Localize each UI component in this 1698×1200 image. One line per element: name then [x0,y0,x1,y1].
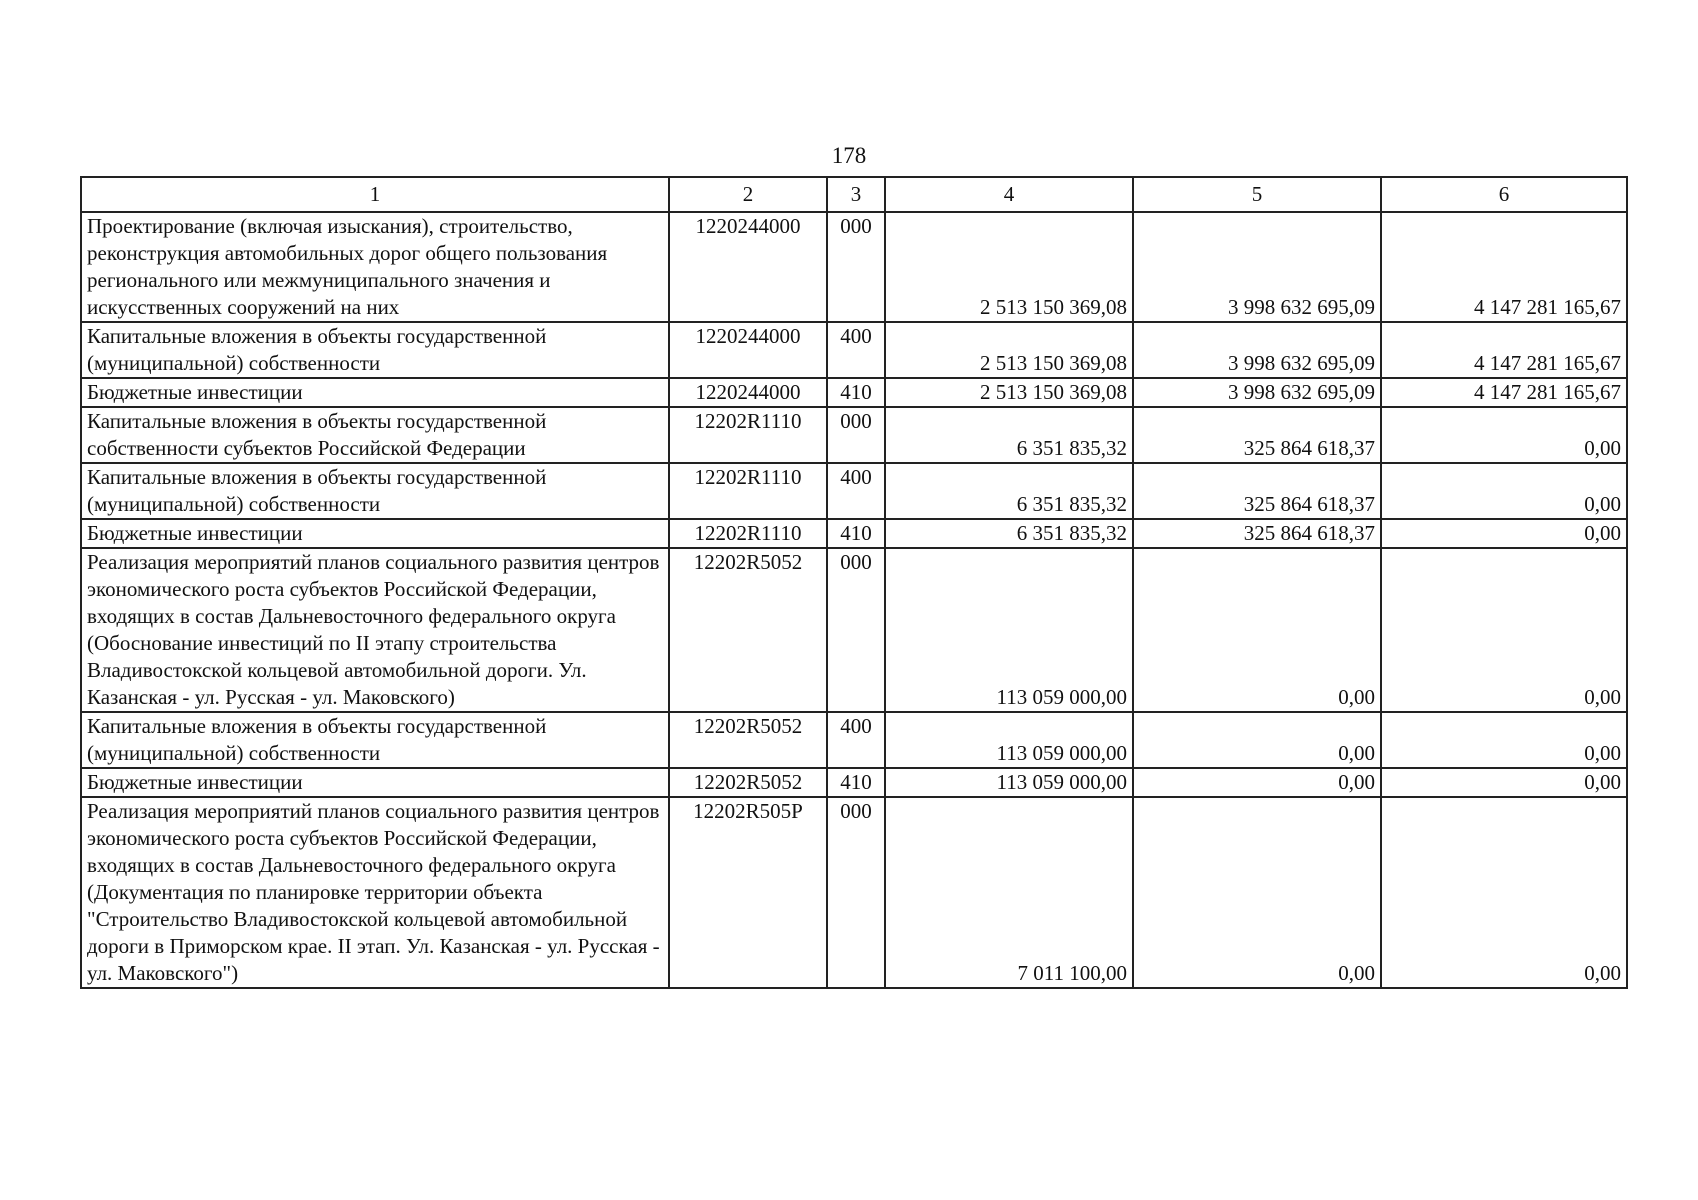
amount-col5-value: 325 864 618,37 [1243,492,1375,516]
item-name: Бюджетные инвестиции [81,519,669,548]
item-code: 1220244000 [669,212,827,322]
table-header [81,177,1627,212]
item-code: 12202R1110 [669,463,827,519]
amount-col4 [885,378,1133,407]
amount-col5 [1133,378,1381,407]
amount-col6 [1381,378,1627,407]
amount-col6 [1381,212,1627,322]
amount-col5-value: 0,00 [1338,770,1375,794]
amount-col5-value: 3 998 632 695,09 [1228,351,1375,375]
item-name: Реализация мероприятий планов социального развития центров экономического роста субъектов Российской Федерации, входящих в состав Дальневосточного федерального округа (Обоснование инвестиций по II этапу строительства Владивостокской кольцевой автомобильной дороги. Ул. Казанская - ул. Русская - ул. Маковского) [81,548,669,712]
amount-col4 [885,519,1133,548]
item-name: Бюджетные инвестиции [81,378,669,407]
amount-col6-value: 0,00 [1584,521,1621,545]
amount-col6-value: 0,00 [1584,436,1621,460]
column-header-3: 3 [827,177,885,212]
amount-col6-value: 0,00 [1584,961,1621,985]
amount-col6 [1381,519,1627,548]
amount-col5-value: 3 998 632 695,09 [1228,380,1375,404]
amount-col4 [885,463,1133,519]
header-row [81,177,1627,212]
item-name: Капитальные вложения в объекты государственной (муниципальной) собственности [81,712,669,768]
table-row [81,212,1627,322]
item-name: Капитальные вложения в объекты государственной (муниципальной) собственности [81,463,669,519]
budget-table [80,176,1628,989]
amount-col5 [1133,407,1381,463]
amount-col5-value: 0,00 [1338,741,1375,765]
amount-col5-value: 325 864 618,37 [1243,521,1375,545]
amount-col6-value: 4 147 281 165,67 [1474,295,1621,319]
item-code: 12202R1110 [669,519,827,548]
table-row [81,712,1627,768]
amount-col5 [1133,712,1381,768]
amount-col6-value: 0,00 [1584,741,1621,765]
item-type: 000 [827,212,885,322]
item-type: 400 [827,712,885,768]
amount-col5-value: 325 864 618,37 [1243,436,1375,460]
item-type: 400 [827,322,885,378]
item-type: 410 [827,378,885,407]
amount-col4-value: 113 059 000,00 [996,685,1127,709]
amount-col4 [885,322,1133,378]
item-type: 410 [827,768,885,797]
amount-col4-value: 2 513 150 369,08 [980,380,1127,404]
column-header-5: 5 [1133,177,1381,212]
item-name: Реализация мероприятий планов социального развития центров экономического роста субъектов Российской Федерации, входящих в состав Дальневосточного федерального округа (Документация по планировке территории объекта "Строительство Владивостокской кольцевой автомобильной дороги в Приморском крае. II этап. Ул. Казанская - ул. Русская - ул. Маковского") [81,797,669,988]
amount-col4 [885,712,1133,768]
table-row [81,797,1627,988]
item-name: Бюджетные инвестиции [81,768,669,797]
amount-col4-value: 6 351 835,32 [1016,521,1127,545]
item-code: 1220244000 [669,378,827,407]
amount-col6-value: 4 147 281 165,67 [1474,380,1621,404]
amount-col5 [1133,768,1381,797]
amount-col5 [1133,212,1381,322]
item-type: 410 [827,519,885,548]
amount-col4 [885,212,1133,322]
amount-col5 [1133,548,1381,712]
table-body [81,212,1627,988]
amount-col5 [1133,463,1381,519]
amount-col4 [885,407,1133,463]
table-row [81,548,1627,712]
column-header-1: 1 [81,177,669,212]
amount-col4 [885,548,1133,712]
column-header-2: 2 [669,177,827,212]
table-row [81,768,1627,797]
amount-col6-value: 0,00 [1584,770,1621,794]
item-name: Проектирование (включая изыскания), строительство, реконструкция автомобильных дорог общего пользования регионального или межмуниципального значения и искусственных сооружений на них [81,212,669,322]
column-header-4: 4 [885,177,1133,212]
page-number: 178 [831,143,867,168]
item-type: 000 [827,797,885,988]
item-name: Капитальные вложения в объекты государственной собственности субъектов Российской Федерации [81,407,669,463]
item-code: 12202R1110 [669,407,827,463]
table-row [81,463,1627,519]
item-name: Капитальные вложения в объекты государственной (муниципальной) собственности [81,322,669,378]
amount-col5-value: 0,00 [1338,685,1375,709]
item-code: 12202R5052 [669,712,827,768]
amount-col4-value: 2 513 150 369,08 [980,351,1127,375]
amount-col6 [1381,548,1627,712]
table-row [81,407,1627,463]
amount-col5 [1133,797,1381,988]
item-code: 12202R5052 [669,548,827,712]
amount-col4-value: 6 351 835,32 [1016,492,1127,516]
amount-col5-value: 3 998 632 695,09 [1228,295,1375,319]
amount-col4-value: 7 011 100,00 [1017,961,1127,985]
amount-col6 [1381,463,1627,519]
table-row [81,519,1627,548]
amount-col4 [885,768,1133,797]
amount-col4 [885,797,1133,988]
amount-col6 [1381,768,1627,797]
amount-col5-value: 0,00 [1338,961,1375,985]
amount-col6-value: 0,00 [1584,685,1621,709]
amount-col5 [1133,519,1381,548]
amount-col6 [1381,322,1627,378]
item-type: 000 [827,407,885,463]
amount-col6 [1381,407,1627,463]
amount-col6-value: 0,00 [1584,492,1621,516]
table-row [81,322,1627,378]
amount-col4-value: 6 351 835,32 [1016,436,1127,460]
amount-col4-value: 113 059 000,00 [996,741,1127,765]
amount-col4-value: 113 059 000,00 [996,770,1127,794]
item-code: 1220244000 [669,322,827,378]
item-code: 12202R505P [669,797,827,988]
table-row [81,378,1627,407]
item-code: 12202R5052 [669,768,827,797]
amount-col4-value: 2 513 150 369,08 [980,295,1127,319]
item-type: 400 [827,463,885,519]
amount-col6 [1381,712,1627,768]
item-type: 000 [827,548,885,712]
amount-col5 [1133,322,1381,378]
column-header-6: 6 [1381,177,1627,212]
amount-col6-value: 4 147 281 165,67 [1474,351,1621,375]
amount-col6 [1381,797,1627,988]
